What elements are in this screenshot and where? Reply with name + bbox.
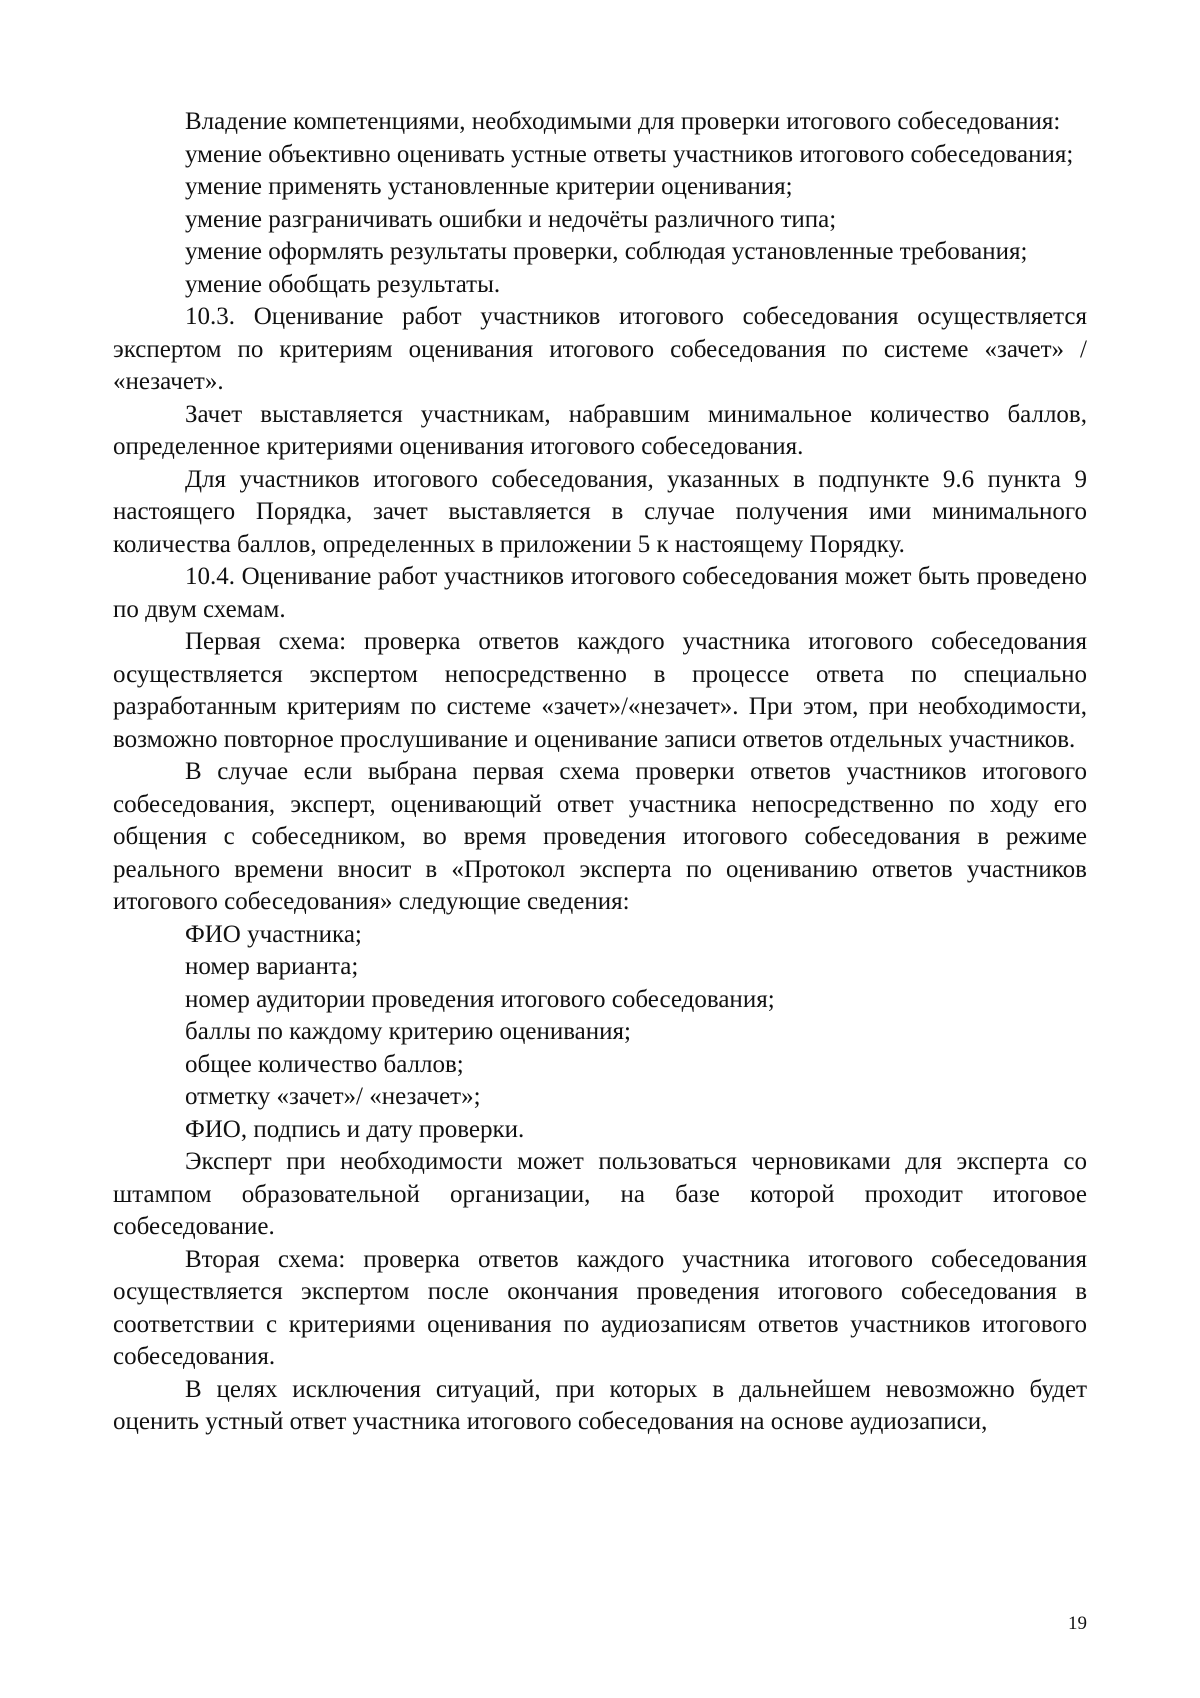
paragraph-first-scheme: Первая схема: проверка ответов каждого участника итогового собеседования осуществляется экспертом непосредственно в процессе ответа по специально разработанным критериям по системе «зачет»/«незачет». При этом, при необходимости, возможно повторное прослушивание и оценивание записи ответов отдельных участников.	[113, 628, 1087, 753]
page-number: 19	[1068, 1613, 1087, 1634]
paragraph-pass-criteria: Зачет выставляется участникам, набравшим минимальное количество баллов, определенное критериями оценивания итогового собеседования.	[113, 400, 1087, 460]
paragraph-audio-exclusion: В целях исключения ситуаций, при которых в дальнейшем невозможно будет оценить устный ответ участника итогового собеседования на основе аудиозаписи,	[113, 1375, 1087, 1435]
list-item-total-score: общее количество баллов;	[185, 1050, 464, 1078]
list-item-objective-assessment: умение объективно оценивать устные ответы участников итогового собеседования;	[185, 140, 1074, 168]
list-item-signature-date: ФИО, подпись и дату проверки.	[185, 1115, 525, 1143]
paragraph-10-3: 10.3. Оценивание работ участников итогового собеседования осуществляется экспертом по критериям оценивания итогового собеседования по системе «зачет» / «незачет».	[113, 303, 1087, 395]
paragraph-special-participants: Для участников итогового собеседования, указанных в подпункте 9.6 пункта 9 настоящего Порядка, зачет выставляется в случае получения ими минимального количества баллов, определенных в приложении 5 к настоящему Порядку.	[113, 465, 1087, 558]
list-item-participant-name: ФИО участника;	[185, 920, 362, 948]
paragraph-second-scheme: Вторая схема: проверка ответов каждого участника итогового собеседования осуществляется экспертом после окончания проведения итогового собеседования в соответствии с критериями оценивания по аудиозаписям ответов участников итогового собеседования.	[113, 1245, 1087, 1370]
list-item-room-number: номер аудитории проведения итогового собеседования;	[185, 985, 775, 1013]
list-item-distinguish-errors: умение разграничивать ошибки и недочёты различного типа;	[185, 205, 837, 233]
list-item-apply-criteria: умение применять установленные критерии оценивания;	[185, 173, 793, 200]
document-body	[113, 106, 1087, 1439]
list-item-summarize-results: умение обобщать результаты.	[185, 270, 501, 298]
list-item-variant-number: номер варианта;	[185, 953, 359, 980]
paragraph-competencies-intro: Владение компетенциями, необходимыми для проверки итогового собеседования:	[185, 108, 1061, 135]
list-item-pass-mark: отметку «зачет»/ «незачет»;	[185, 1083, 481, 1110]
paragraph-first-scheme-protocol: В случае если выбрана первая схема проверки ответов участников итогового собеседования, эксперт, оценивающий ответ участника непосредственно по ходу его общения с собеседником, во время проведения итогового собеседования в режиме реального времени вносит в «Протокол эксперта по оцениванию ответов участников итогового собеседования» следующие сведения:	[113, 758, 1087, 915]
list-item-format-results: умение оформлять результаты проверки, соблюдая установленные требования;	[185, 238, 1028, 265]
list-item-criterion-scores: баллы по каждому критерию оценивания;	[185, 1018, 631, 1045]
paragraph-10-4: 10.4. Оценивание работ участников итогового собеседования может быть проведено по двум схемам.	[113, 563, 1087, 623]
paragraph-drafts: Эксперт при необходимости может пользоваться черновиками для эксперта со штампом образовательной организации, на базе которой проходит итоговое собеседование.	[113, 1148, 1087, 1240]
